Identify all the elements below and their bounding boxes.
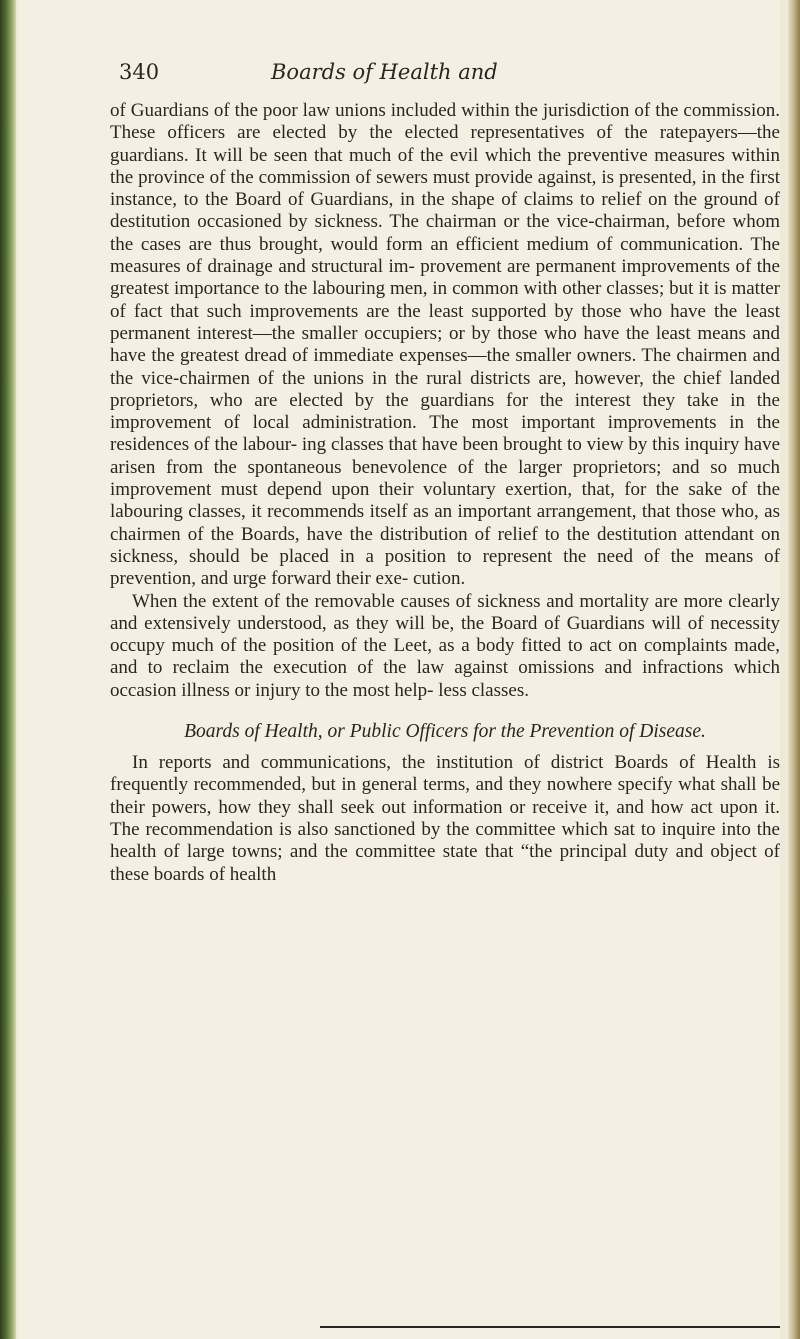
- body-text: [110, 100, 780, 886]
- page-edge-line: [320, 1326, 780, 1328]
- book-binding-right: [788, 0, 800, 1339]
- paragraph-guardians: of Guardians of the poor law unions included within the jurisdiction of the commission. These officers are elected by the elected representatives of the ratepayers—the guardians. It will be seen that much of the evil which the preventive measures within the province of the commission of sewers must provide against, is presented, in the first instance, to the Board of Guardians, in the shape of claims to relief on the ground of destitution occasioned by sickness. The chairman or the vice-chairman, before whom the cases are thus brought, would form an efficient medium of communication. The measures of drainage and structural im- provement are permanent improvements of the greatest importance to the labouring men, in common with other classes; but it is matter of fact that such improvements are the least supported by those who have the least permanent interest—the smaller occupiers; or by those who have the least means and have the greatest dread of immediate expenses—the smaller owners. The chairmen and the vice-chairmen of the unions in the rural districts are, however, the chief landed proprietors, who are elected by the guardians for the interest they take in the improvement of local administration. The most important improvements in the residences of the labour- ing classes that have been brought to view by this inquiry have arisen from the spontaneous benevolence of the larger proprietors; and so much improvement must depend upon their voluntary exertion, that, for the sake of the labouring classes, it recommends itself as an important arrangement, that those who, as chairmen of the Boards, have the distribution of relief to the destitution attendant on sickness, should be placed in a position to represent the need of the means of prevention, and urge forward their exe- cution.: [110, 100, 780, 590]
- page-header: [119, 58, 779, 88]
- page-number: 340: [119, 60, 160, 84]
- running-head: Boards of Health and: [271, 60, 498, 84]
- paragraph-extent: When the extent of the removable causes of sickness and mortality are more clearly and extensively understood, as they will be, the Board of Guardians will of necessity occupy much of the position of the Leet, as a body fitted to act on complaints made, and to reclaim the execution of the law against omissions and infractions which occasion illness or injury to the most help- less classes.: [110, 590, 780, 701]
- book-binding-left: [0, 0, 16, 1339]
- book-page: [18, 0, 780, 1339]
- paragraph-reports: In reports and communications, the institution of district Boards of Health is frequently recommended, but in general terms, and they nowhere specify what shall be their powers, how they shall seek out information or receive it, and how act upon it. The recommendation is also sanctioned by the committee which sat to inquire into the health of large towns; and the committee state that “the principal duty and object of these boards of health: [110, 752, 780, 885]
- section-heading: Boards of Health, or Public Officers for the Prevention of Disease.: [184, 721, 706, 743]
